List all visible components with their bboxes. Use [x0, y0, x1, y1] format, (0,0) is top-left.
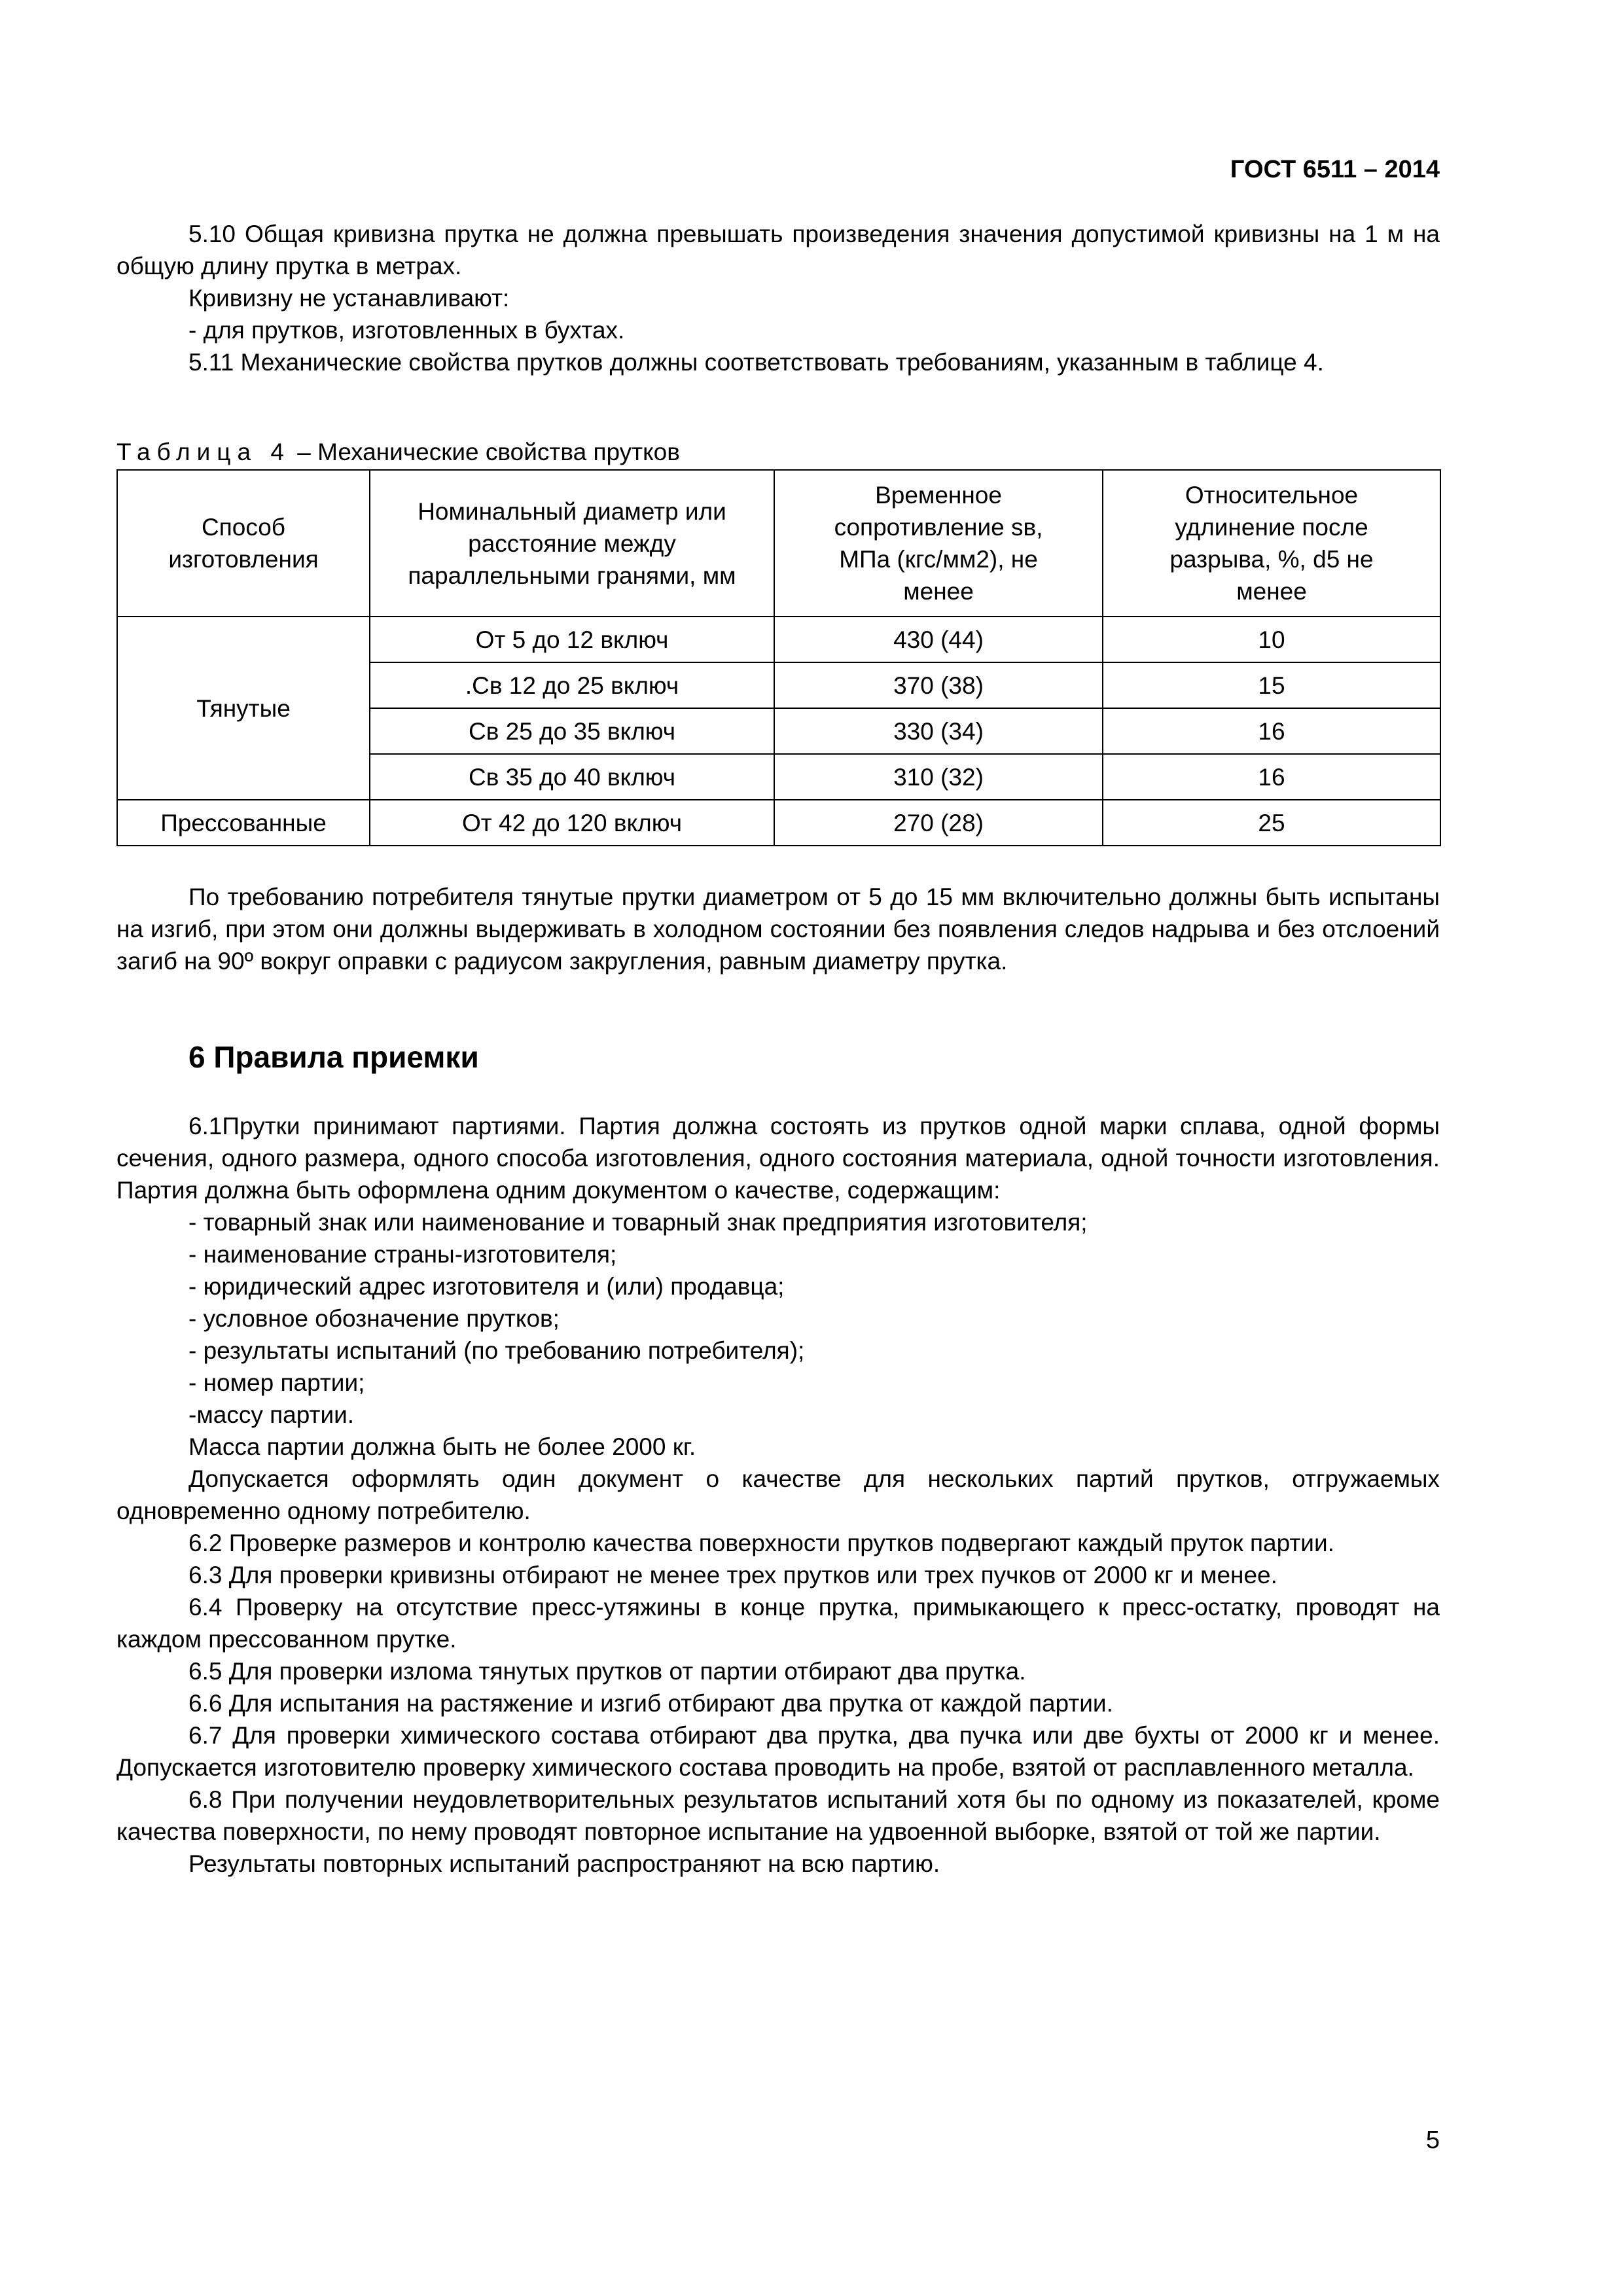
paragraph: 5.10 Общая кривизна прутка не должна превышать произведения значения допустимой кривизны на 1 м на общую длину прутка в метрах.	[116, 221, 1440, 279]
paragraph: 6.5 Для проверки излома тянутых прутков от партии отбирают два прутка.	[188, 1658, 1026, 1685]
paragraph: 6.2 Проверке размеров и контролю качества поверхности прутков подвергают каждый пруток партии.	[188, 1530, 1334, 1556]
bend-test-paragraph	[116, 881, 1440, 977]
header-strength: Временное сопротивление sв, МПа (кгс/мм2), не менее	[774, 470, 1103, 617]
paragraph: -массу партии.	[188, 1401, 355, 1428]
paragraphs-5-10-5-11	[116, 218, 1440, 378]
paragraph: Допускается оформлять один документ о качестве для нескольких партий прутков, отгружаемых одновременно одному потребителю.	[116, 1465, 1440, 1524]
header-diameter: Номинальный диаметр или расстояние между параллельными гранями, мм	[370, 470, 774, 617]
page-number: 5	[1425, 2126, 1440, 2154]
paragraph: - для прутков, изготовленных в бухтах.	[188, 317, 625, 344]
header-elongation: Относительное удлинение после разрыва, %, d5 не менее	[1103, 470, 1440, 617]
size-cell: .Св 12 до 25 включ	[370, 662, 774, 708]
paragraph: 6.4 Проверку на отсутствие пресс-утяжины в конце прутка, примыкающего к пресс-остатку, проводят на каждом прессованном прутке.	[116, 1594, 1440, 1653]
size-cell: Св 25 до 35 включ	[370, 708, 774, 754]
table-caption-label: Таблица 4	[116, 439, 291, 465]
paragraph: 6.6 Для испытания на растяжение и изгиб отбирают два прутка от каждой партии.	[188, 1690, 1113, 1717]
paragraph: Результаты повторных испытаний распространяют на всю партию.	[188, 1850, 940, 1877]
paragraph: Кривизну не устанавливают:	[188, 285, 510, 312]
strength-cell: 370 (38)	[774, 662, 1103, 708]
paragraph: - результаты испытаний (по требованию потребителя);	[188, 1337, 805, 1364]
paragraph: - юридический адрес изготовителя и (или) продавца;	[188, 1273, 785, 1300]
section-6-body	[116, 1110, 1440, 1880]
paragraph: 6.3 Для проверки кривизны отбирают не менее трех прутков или трех пучков от 2000 кг и менее.	[188, 1562, 1277, 1588]
paragraph: - номер партии;	[188, 1369, 365, 1396]
table-caption	[116, 437, 680, 467]
elongation-cell: 15	[1103, 662, 1440, 708]
section-6-heading: 6 Правила приемки	[188, 1040, 479, 1074]
paragraph: 5.11 Механические свойства прутков должны соответствовать требованиям, указанным в таблице 4.	[188, 349, 1324, 376]
paragraph: 6.7 Для проверки химического состава отбирают два прутка, два пучка или две бухты от 2000 кг и менее. Допускается изготовителю проверку химического состава проводить на пробе, взятой от расплавленного металла.	[116, 1722, 1440, 1781]
table-caption-title: – Механические свойства прутков	[297, 439, 680, 465]
strength-cell: 310 (32)	[774, 754, 1103, 800]
strength-cell: 430 (44)	[774, 617, 1103, 662]
table-header-row	[117, 470, 1440, 617]
method-cell: Прессованные	[117, 800, 370, 846]
elongation-cell: 16	[1103, 708, 1440, 754]
paragraph: По требованию потребителя тянутые прутки диаметром от 5 до 15 мм включительно должны быть испытаны на изгиб, при этом они должны выдерживать в холодном состоянии без появления следов надрыва и без отслоений загиб на 90º вокруг оправки с радиусом закругления, равным диаметру прутка.	[116, 884, 1440, 975]
paragraph: Масса партии должна быть не более 2000 кг.	[188, 1433, 696, 1460]
table-row	[117, 617, 1440, 662]
document-id-header: ГОСТ 6511 – 2014	[1230, 156, 1440, 183]
elongation-cell: 25	[1103, 800, 1440, 846]
elongation-cell: 16	[1103, 754, 1440, 800]
method-cell: Тянутые	[117, 617, 370, 800]
paragraph: - наименование страны-изготовителя;	[188, 1241, 617, 1268]
paragraph: 6.1Прутки принимают партиями. Партия должна состоять из прутков одной марки сплава, одной формы сечения, одного размера, одного способа изготовления, одного состояния материала, одной точности изготовления. Партия должна быть оформлена одним документом о качестве, содержащим:	[116, 1113, 1440, 1204]
size-cell: От 42 до 120 включ	[370, 800, 774, 846]
table-row	[117, 800, 1440, 846]
strength-cell: 270 (28)	[774, 800, 1103, 846]
elongation-cell: 10	[1103, 617, 1440, 662]
size-cell: От 5 до 12 включ	[370, 617, 774, 662]
size-cell: Св 35 до 40 включ	[370, 754, 774, 800]
mechanical-properties-table	[116, 469, 1441, 846]
strength-cell: 330 (34)	[774, 708, 1103, 754]
paragraph: 6.8 При получении неудовлетворительных результатов испытаний хотя бы по одному из показателей, кроме качества поверхности, по нему проводят повторное испытание на удвоенной выборке, взятой от той же партии.	[116, 1786, 1440, 1845]
header-method: Способ изготовления	[117, 470, 370, 617]
paragraph: - товарный знак или наименование и товарный знак предприятия изготовителя;	[188, 1209, 1088, 1236]
paragraph: - условное обозначение прутков;	[188, 1305, 560, 1332]
